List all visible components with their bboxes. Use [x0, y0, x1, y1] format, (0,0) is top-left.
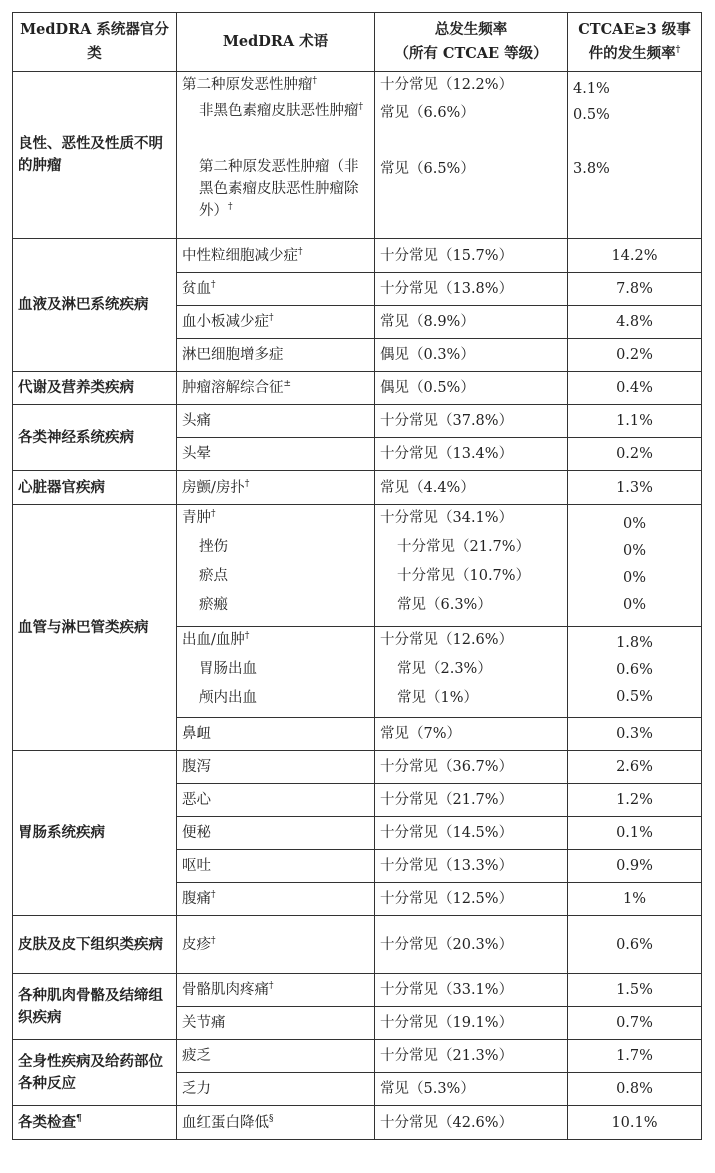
grade-cell: 0.3%: [568, 718, 702, 751]
grade-cell: 1.5%: [568, 974, 702, 1007]
frequency-cell: 十分常见（14.5%）: [375, 817, 568, 850]
table-row: [13, 372, 702, 405]
frequency-cell: 十分常见（21.7%）: [375, 784, 568, 817]
term-cell: 头晕: [177, 438, 375, 471]
soc-cell: 代谢及营养类疾病: [13, 372, 177, 405]
frequency-cell: 常见（5.3%）: [375, 1073, 568, 1106]
header-term: MedDRA 术语: [177, 13, 375, 72]
grade-cell: 4.8%: [568, 306, 702, 339]
term-cell: 乏力: [177, 1073, 375, 1106]
term-cell: 房颤/房扑†: [177, 471, 375, 505]
term-cell: 关节痛: [177, 1007, 375, 1040]
frequency-cell: 十分常见（13.3%）: [375, 850, 568, 883]
term-cell: 骨骼肌肉疼痛†: [177, 974, 375, 1007]
term-cell: 腹泻: [177, 751, 375, 784]
table-row: [13, 505, 702, 627]
term-cell: 便秘: [177, 817, 375, 850]
frequency-cell: 十分常见（20.3%）: [375, 916, 568, 974]
table-row: [13, 405, 702, 438]
grade-cell: 1.7%: [568, 1040, 702, 1073]
term-cell: 肿瘤溶解综合征±: [177, 372, 375, 405]
frequency-cell: 十分常见（33.1%）: [375, 974, 568, 1007]
table-row: [13, 1040, 702, 1073]
frequency-cell: 十分常见（12.2%） 常见（6.6%） 常见（6.5%）: [375, 72, 568, 239]
soc-cell: 血液及淋巴系统疾病: [13, 239, 177, 372]
frequency-cell: 十分常见（36.7%）: [375, 751, 568, 784]
soc-cell: 各类检查¶: [13, 1106, 177, 1140]
grade-cell: 0.1%: [568, 817, 702, 850]
grade-cell: 0.7%: [568, 1007, 702, 1040]
grade-cell: 1%: [568, 883, 702, 916]
term-cell: 皮疹†: [177, 916, 375, 974]
frequency-cell: 十分常见（13.4%）: [375, 438, 568, 471]
frequency-cell: 十分常见（12.6%） 常见（2.3%） 常见（1%）: [375, 627, 568, 718]
grade-cell: 0% 0% 0% 0%: [568, 505, 702, 627]
adverse-reactions-table: [12, 12, 702, 1140]
grade-cell: 10.1%: [568, 1106, 702, 1140]
term-cell: 中性粒细胞减少症†: [177, 239, 375, 273]
frequency-cell: 偶见（0.5%）: [375, 372, 568, 405]
term-cell: 青肿† 挫伤 瘀点 瘀瘢: [177, 505, 375, 627]
grade-cell: 1.2%: [568, 784, 702, 817]
term-cell: 鼻衄: [177, 718, 375, 751]
header-frequency: 总发生频率 （所有 CTCAE 等级）: [375, 13, 568, 72]
grade-cell: 7.8%: [568, 273, 702, 306]
term-cell: 血小板减少症†: [177, 306, 375, 339]
grade-cell: 0.2%: [568, 339, 702, 372]
frequency-cell: 十分常见（19.1%）: [375, 1007, 568, 1040]
table-row: [13, 239, 702, 273]
term-cell: 第二种原发恶性肿瘤† 非黑色素瘤皮肤恶性肿瘤† 第二种原发恶性肿瘤（非黑色素瘤皮肤恶性肿瘤除外）†: [177, 72, 375, 239]
soc-cell: 良性、恶性及性质不明的肿瘤: [13, 72, 177, 239]
soc-cell: 皮肤及皮下组织类疾病: [13, 916, 177, 974]
term-cell: 淋巴细胞增多症: [177, 339, 375, 372]
frequency-cell: 十分常见（12.5%）: [375, 883, 568, 916]
grade-cell: 1.1%: [568, 405, 702, 438]
header-soc: MedDRA 系统器官分类: [13, 13, 177, 72]
soc-cell: 胃肠系统疾病: [13, 751, 177, 916]
soc-cell: 全身性疾病及给药部位各种反应: [13, 1040, 177, 1106]
grade-cell: 4.1% 0.5% 3.8%: [568, 72, 702, 239]
table-header-row: [13, 13, 702, 72]
frequency-cell: 十分常见（13.8%）: [375, 273, 568, 306]
frequency-cell: 十分常见（42.6%）: [375, 1106, 568, 1140]
grade-cell: 0.6%: [568, 916, 702, 974]
term-cell: 恶心: [177, 784, 375, 817]
term-cell: 血红蛋白降低§: [177, 1106, 375, 1140]
grade-cell: 0.4%: [568, 372, 702, 405]
header-grade3: CTCAE≥3 级事件的发生频率†: [568, 13, 702, 72]
table-row: [13, 471, 702, 505]
frequency-cell: 常见（7%）: [375, 718, 568, 751]
soc-cell: 血管与淋巴管类疾病: [13, 505, 177, 751]
table-row: [13, 1106, 702, 1140]
grade-cell: 1.3%: [568, 471, 702, 505]
term-cell: 腹痛†: [177, 883, 375, 916]
term-cell: 头痛: [177, 405, 375, 438]
frequency-cell: 常见（8.9%）: [375, 306, 568, 339]
grade-cell: 2.6%: [568, 751, 702, 784]
soc-cell: 心脏器官疾病: [13, 471, 177, 505]
frequency-cell: 十分常见（34.1%） 十分常见（21.7%） 十分常见（10.7%） 常见（6.3%）: [375, 505, 568, 627]
frequency-cell: 常见（4.4%）: [375, 471, 568, 505]
grade-cell: 0.2%: [568, 438, 702, 471]
table-row: [13, 916, 702, 974]
table-row: [13, 751, 702, 784]
grade-cell: 14.2%: [568, 239, 702, 273]
term-cell: 贫血†: [177, 273, 375, 306]
grade-cell: 1.8% 0.6% 0.5%: [568, 627, 702, 718]
term-cell: 呕吐: [177, 850, 375, 883]
grade-cell: 0.9%: [568, 850, 702, 883]
frequency-cell: 十分常见（15.7%）: [375, 239, 568, 273]
frequency-cell: 十分常见（37.8%）: [375, 405, 568, 438]
table-row: [13, 974, 702, 1007]
soc-cell: 各种肌肉骨骼及结缔组织疾病: [13, 974, 177, 1040]
frequency-cell: 偶见（0.3%）: [375, 339, 568, 372]
soc-cell: 各类神经系统疾病: [13, 405, 177, 471]
frequency-cell: 十分常见（21.3%）: [375, 1040, 568, 1073]
term-cell: 出血/血肿† 胃肠出血 颅内出血: [177, 627, 375, 718]
term-cell: 疲乏: [177, 1040, 375, 1073]
table-row: [13, 72, 702, 239]
grade-cell: 0.8%: [568, 1073, 702, 1106]
